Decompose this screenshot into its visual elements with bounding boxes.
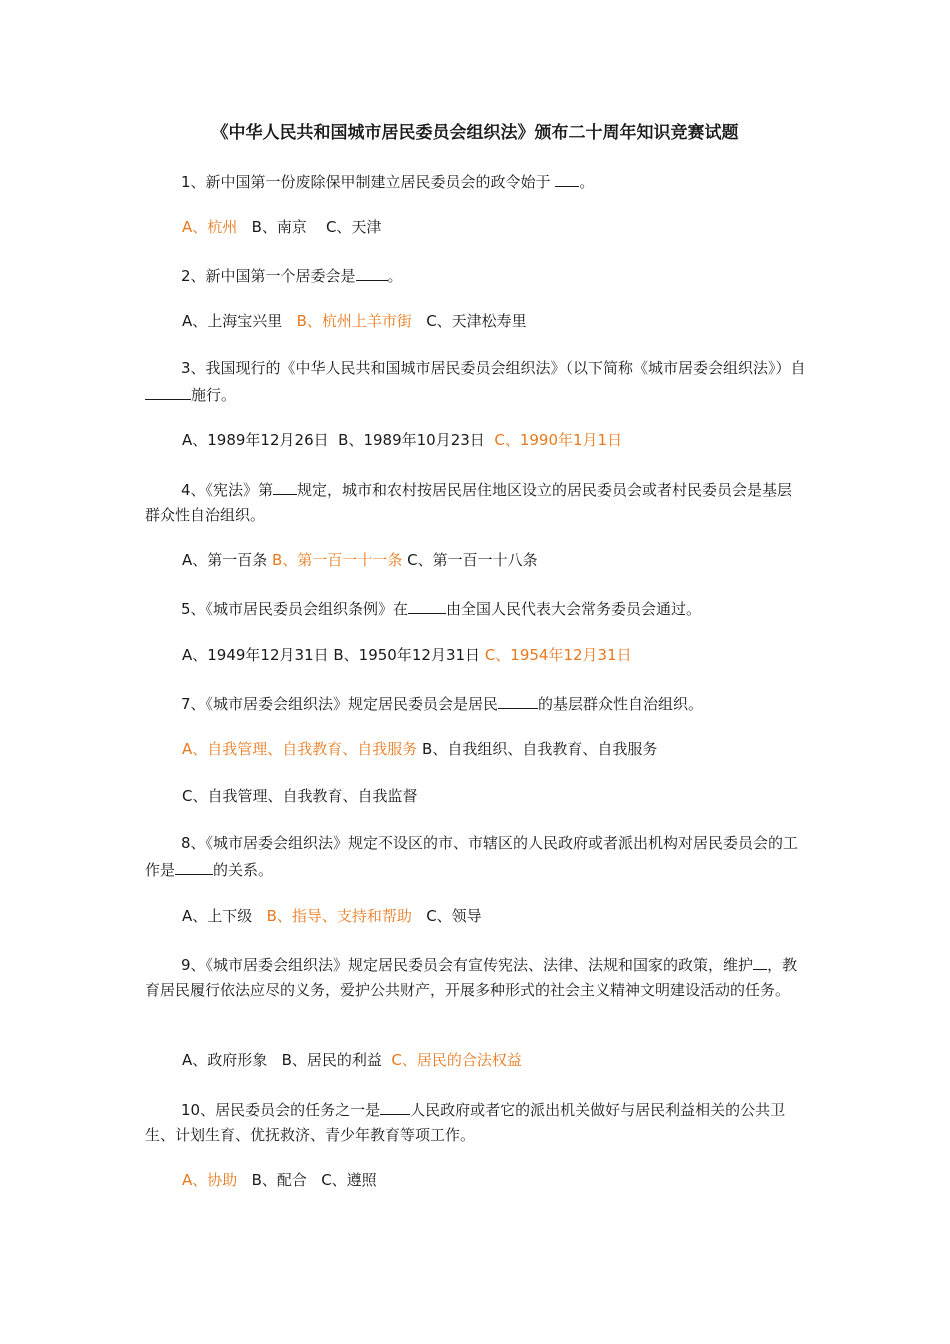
question-text-end: 施行。 xyxy=(191,386,237,404)
answer-blank xyxy=(175,856,213,875)
options-9 xyxy=(145,1048,844,1073)
option-a: A、上海宝兴里 xyxy=(182,312,283,330)
option-a: A、第一百条 xyxy=(182,551,268,569)
options-4 xyxy=(145,548,844,573)
options-7-ab xyxy=(145,737,844,762)
question-9 xyxy=(145,951,807,1003)
question-text-end: 由全国人民代表大会常务委员会通过。 xyxy=(446,600,702,618)
answer-blank xyxy=(356,262,388,281)
option-b: B、居民的利益 xyxy=(281,1051,382,1069)
option-c: C、自我管理、自我教育、自我监督 xyxy=(182,787,418,805)
question-text-end: 。 xyxy=(579,173,595,191)
question-text: 1、新中国第一份废除保甲制建立居民委员会的政令始于 xyxy=(181,173,551,191)
option-a: A、1989年12月26日 xyxy=(182,431,329,449)
answer-blank xyxy=(408,595,446,614)
question-text: 4、《宪法》第 xyxy=(181,481,274,499)
options-10 xyxy=(145,1168,844,1193)
option-a: A、1949年12月31日 xyxy=(182,646,329,664)
option-a: A、上下级 xyxy=(182,907,253,925)
question-10 xyxy=(145,1096,807,1148)
question-text: 3、我国现行的《中华人民共和国城市居民委员会组织法》（以下简称《城市居委会组织法》）自 xyxy=(181,359,806,377)
option-b: B、配合 xyxy=(251,1171,307,1189)
options-1 xyxy=(145,215,844,240)
question-text-end: 人民政府或者它的派出机关做好与居民利益相关的公共卫生、计划生育、优抚救济、青少年教育等项工作。 xyxy=(145,1101,786,1144)
option-b: B、杭州上羊市街 xyxy=(296,312,412,330)
option-c: C、天津 xyxy=(325,218,382,236)
question-3 xyxy=(145,356,807,408)
question-text-end: 的基层群众性自治组织。 xyxy=(538,695,704,713)
question-1 xyxy=(145,168,807,195)
answer-blank xyxy=(555,168,579,187)
option-b: B、指导、支持和帮助 xyxy=(266,907,412,925)
option-b: B、自我组织、自我教育、自我服务 xyxy=(422,740,658,758)
question-text-end: 规定，城市和农村按居民居住地区设立的居民委员会或者村民委员会是基层群众性自治组织。 xyxy=(145,481,793,524)
options-7-c xyxy=(145,784,844,809)
question-2 xyxy=(145,262,807,289)
option-c: C、领导 xyxy=(426,907,482,925)
answer-blank xyxy=(753,951,767,970)
options-8 xyxy=(145,904,844,929)
option-c: C、居民的合法权益 xyxy=(391,1051,522,1069)
answer-blank xyxy=(273,476,297,495)
question-text: 7、《城市居委会组织法》规定居民委员会是居民 xyxy=(181,695,499,713)
option-c: C、1990年1月1日 xyxy=(494,431,623,449)
question-text: 9、《城市居委会组织法》规定居民委员会有宣传宪法、法律、法规和国家的政策，维护 xyxy=(181,956,754,974)
question-7 xyxy=(145,690,807,717)
option-a: A、政府形象 xyxy=(182,1051,268,1069)
question-text: 2、新中国第一个居委会是 xyxy=(181,267,356,285)
question-text: 8、《城市居委会组织法》规定不设区的市、市辖区的人民政府或者派出机构对居民委员会的工作是 xyxy=(145,834,799,879)
page-title: 《中华人民共和国城市居民委员会组织法》颁布二十周年知识竞赛试题 xyxy=(211,123,739,143)
option-b: B、第一百一十一条 xyxy=(272,551,403,569)
question-text-end: 的关系。 xyxy=(213,861,274,879)
option-c: C、天津松寿里 xyxy=(426,312,527,330)
answer-blank xyxy=(498,690,538,709)
question-text: 10、居民委员会的任务之一是 xyxy=(181,1101,381,1119)
option-c: C、遵照 xyxy=(321,1171,377,1189)
options-2 xyxy=(145,309,844,334)
option-a: A、自我管理、自我教育、自我服务 xyxy=(182,740,418,758)
question-text-end: ，教育居民履行依法应尽的义务，爱护公共财产，开展多种形式的社会主义精神文明建设活动的任务。 xyxy=(145,956,798,999)
option-b: B、1989年10月23日 xyxy=(338,431,485,449)
answer-blank xyxy=(145,381,191,400)
option-b: B、南京 xyxy=(251,218,307,236)
options-3 xyxy=(145,428,844,453)
option-a: A、杭州 xyxy=(182,218,238,236)
options-5 xyxy=(145,643,844,668)
question-5 xyxy=(145,595,807,622)
option-b: B、1950年12月31日 xyxy=(333,646,481,664)
question-8 xyxy=(145,831,807,883)
question-4 xyxy=(145,476,807,528)
question-text-end: 。 xyxy=(387,267,403,285)
question-text: 5、《城市居民委员会组织条例》在 xyxy=(181,600,409,618)
answer-blank xyxy=(380,1096,410,1115)
option-c: C、第一百一十八条 xyxy=(407,551,538,569)
option-a: A、协助 xyxy=(182,1171,238,1189)
option-c: C、1954年12月31日 xyxy=(484,646,632,664)
